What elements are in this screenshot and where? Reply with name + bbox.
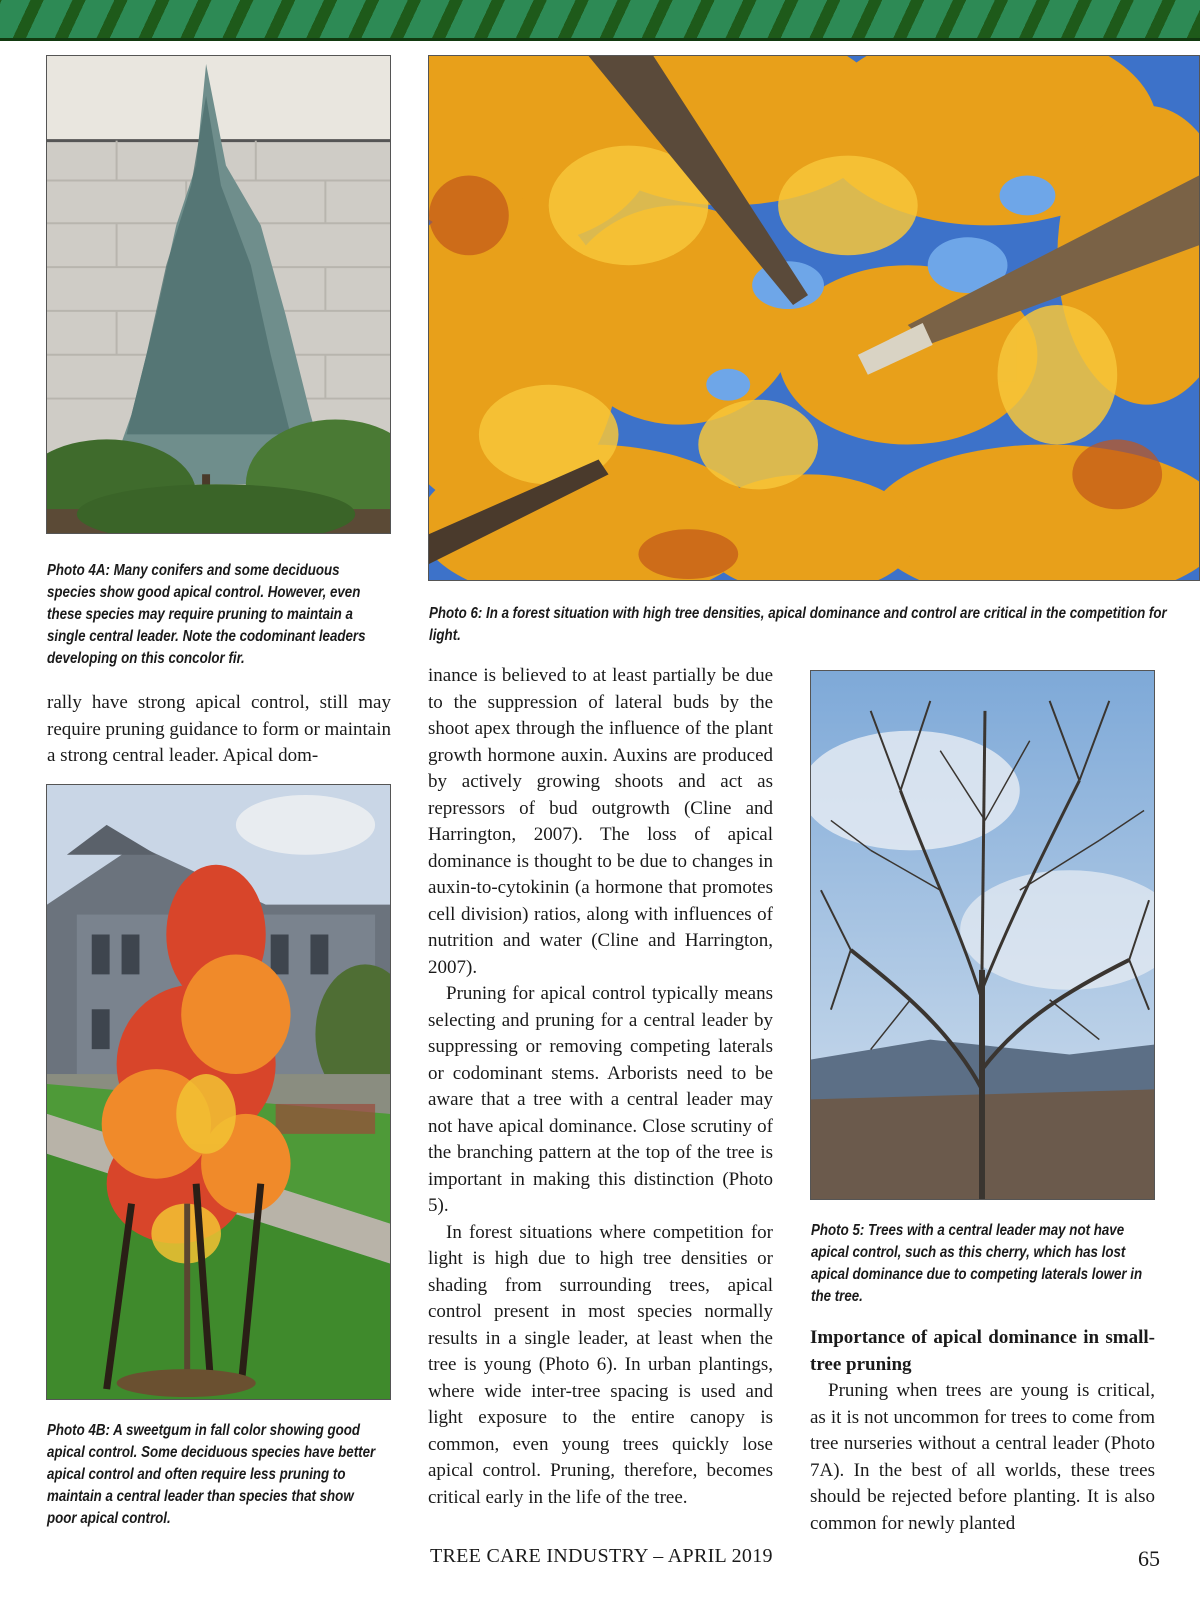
column-2-text: [428, 663, 773, 1511]
photo-4b-caption: Photo 4B: A sweetgum in fall color showing good apical control. Some deciduous species have better apical control and often require less pruning to maintain a central leader than species that show poor apical control.: [47, 1422, 376, 1527]
photo-4b-sweetgum: [46, 784, 391, 1400]
column-3-text: [810, 1378, 1155, 1537]
photo-5-cherry: [810, 670, 1155, 1200]
photo-4a-caption: Photo 4A: Many conifers and some deciduous species show good apical control. However, even these species may require pruning to maintain a single central leader. Note the codominant leaders developing on this concolor fir.: [47, 562, 366, 667]
photo-5-caption: Photo 5: Trees with a central leader may not have apical control, such as this cherry, which has lost apical dominance due to competing laterals lower in the tree.: [811, 1222, 1143, 1305]
paragraph: inance is believed to at least partially be due to the suppression of lateral buds by the shoot apex through the influence of the plant growth hormone auxin. Auxins are produced by actively growing shoots and act as repressors of bud outgrowth (Cline and Harrington, 2007). The loss of apical dominance is thought to be due to changes in auxin-to-cytokinin (a hormone that promotes cell division) ratios, along with influences of nutrition and water (Cline and Harrington, 2007).: [428, 665, 773, 978]
paragraph: Pruning for apical control typically means selecting and pruning for a central leader by suppressing or removing competing laterals or codominant stems. Arborists need to be aware that a tree with a central leader may not have apical dominance. Close scrutiny of the branching pattern at the top of the tree is important in making this distinction (Photo 5).: [428, 983, 773, 1216]
paragraph: Pruning when trees are young is critical, as it is not uncommon for trees to come from tree nurseries without a central leader (Photo 7A). In the best of all worlds, these trees should be rejected before planting. It is also common for newly planted: [810, 1380, 1155, 1534]
column-1-text: [47, 690, 391, 770]
magazine-footer: TREE CARE INDUSTRY – APRIL 2019: [430, 1545, 773, 1567]
header-stripe-bar: [0, 0, 1200, 41]
photo-6-forest-canopy: [428, 55, 1200, 581]
section-heading: Importance of apical dominance in small-tree pruning: [810, 1327, 1155, 1375]
page-number: 65: [1138, 1546, 1160, 1571]
photo-4a-concolor-fir: [46, 55, 391, 534]
photo-6-caption: Photo 6: In a forest situation with high tree densities, apical dominance and control are critical in the competition for light.: [429, 605, 1167, 644]
paragraph: rally have strong apical control, still may require pruning guidance to form or maintain a strong central leader. Apical dom-: [47, 692, 392, 766]
paragraph: In forest situations where competition for light is high due to high tree densities or shading from surrounding trees, apical control present in most species normally results in a single leader, at least when the tree is young (Photo 6). In urban plantings, where wide inter-tree spacing is used and light exposure to the entire canopy is common, even young trees quickly lose apical control. Pruning, therefore, becomes critical early in the life of the tree.: [428, 1221, 773, 1508]
